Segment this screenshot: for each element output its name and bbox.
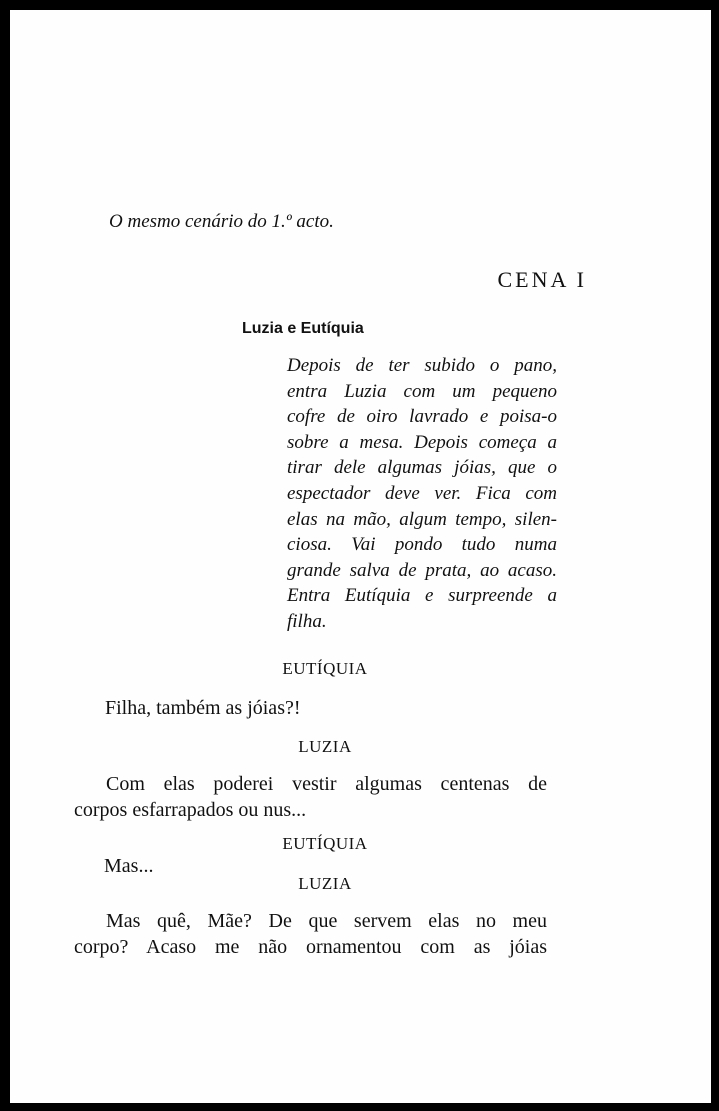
stage-line: Depois de ter subido o pano, bbox=[287, 355, 557, 376]
speaker-name: EUTÍQUIA bbox=[282, 834, 368, 853]
stage-line: grande salva de prata, ao acaso. bbox=[287, 559, 557, 581]
stage-line: ciosa. Vai pondo tudo numa bbox=[287, 534, 557, 556]
dialogue-line: corpos esfarrapados ou nus... bbox=[74, 799, 307, 821]
stage-direction bbox=[287, 353, 557, 635]
stage-line: filha. bbox=[287, 610, 327, 632]
speaker-name: LUZIA bbox=[298, 737, 352, 756]
stage-line: espectador deve ver. Fica com bbox=[287, 482, 557, 504]
book-page bbox=[10, 10, 711, 1103]
setting-note: O mesmo cenário do 1.º acto. bbox=[109, 211, 334, 232]
dialogue-line: Filha, também as jóias?! bbox=[105, 697, 301, 719]
scene-characters: Luzia e Eutíquia bbox=[242, 320, 364, 337]
dialogue-line: Mas quê, Mãe? De que servem elas no meu bbox=[106, 910, 547, 932]
stage-line: sobre a mesa. Depois começa a bbox=[287, 431, 557, 453]
speaker-name: EUTÍQUIA bbox=[282, 659, 368, 678]
stage-line: tirar dele algumas jóias, que o bbox=[287, 457, 557, 479]
stage-line: elas na mão, algum tempo, silen- bbox=[287, 508, 557, 530]
stage-line: entra Luzia com um pequeno bbox=[287, 380, 557, 402]
speaker-name: LUZIA bbox=[298, 874, 352, 893]
scene-title: CENA I bbox=[497, 267, 587, 292]
dialogue-line: Mas... bbox=[104, 855, 154, 877]
stage-line: cofre de oiro lavrado e poisa-o bbox=[287, 406, 557, 428]
dialogue-line: Com elas poderei vestir algumas centenas de bbox=[106, 773, 547, 795]
dialogue-line: corpo? Acaso me não ornamentou com as jóias bbox=[74, 936, 547, 958]
stage-line: Entra Eutíquia e surpreende a bbox=[287, 585, 557, 607]
